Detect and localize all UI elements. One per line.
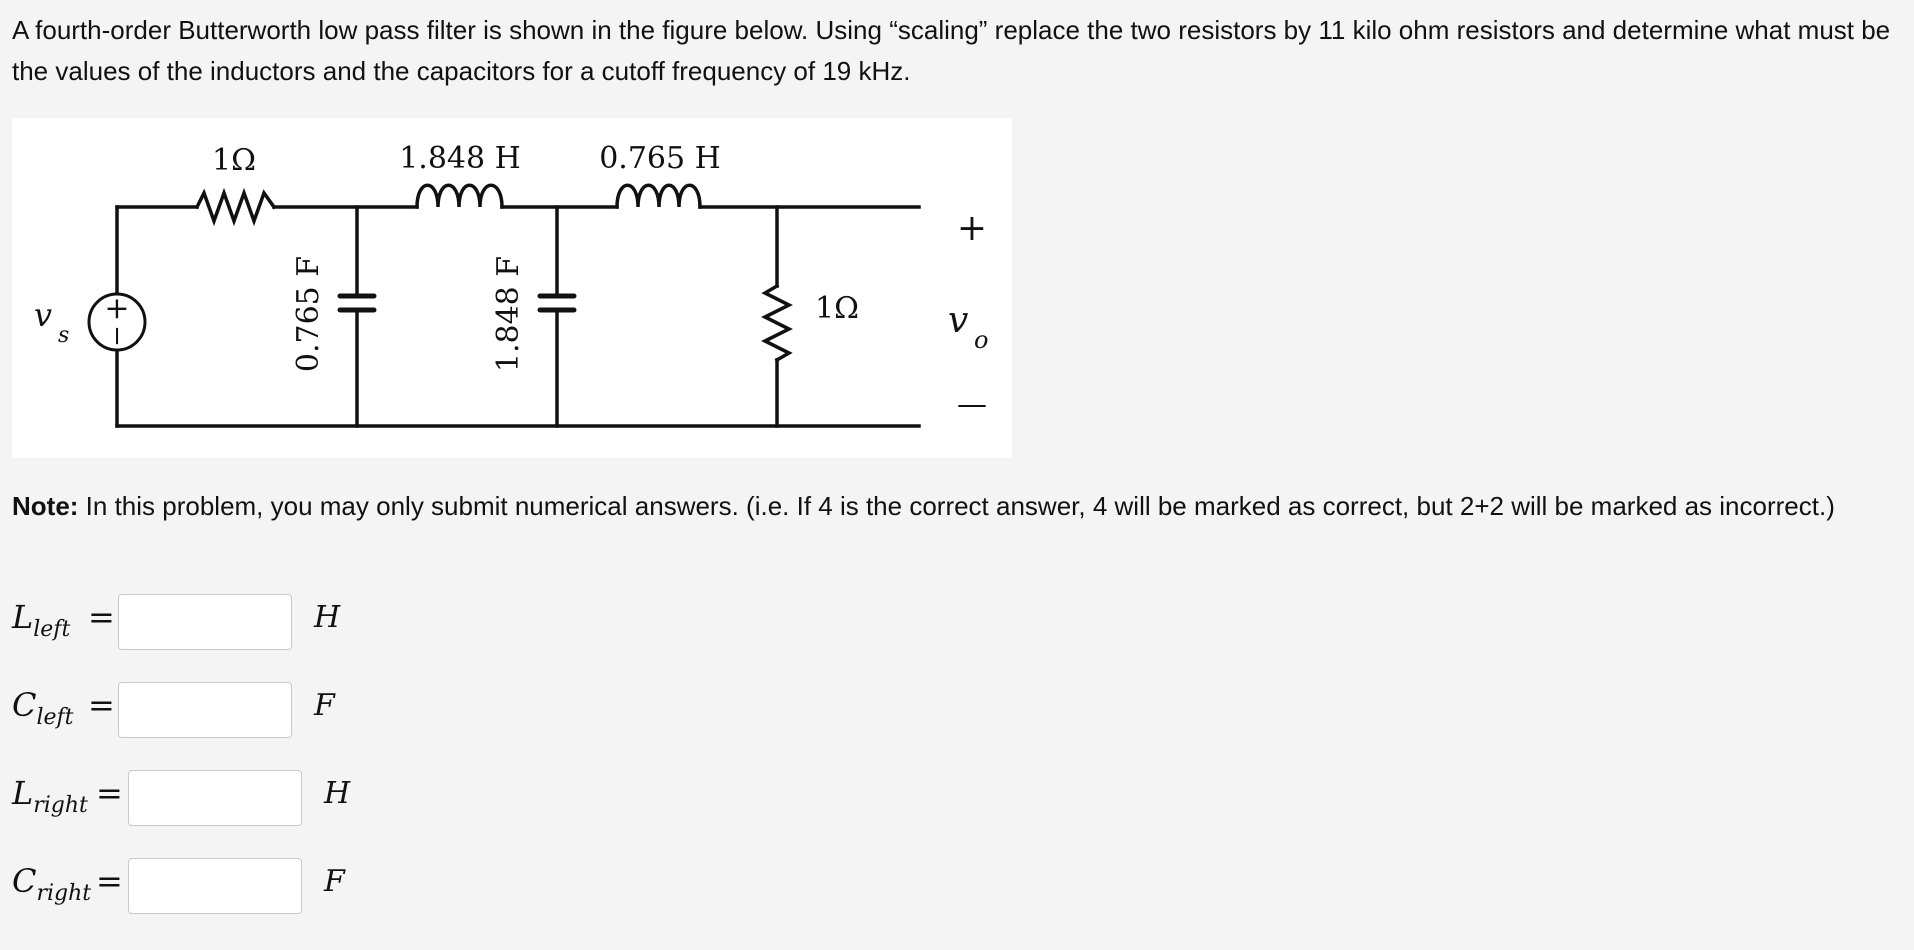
note-body: In this problem, you may only submit numerical answers. (i.e. If 4 is the correct answer, 4 will be marked as correct, but 2+2 will be marked as incorrect.) <box>78 491 1835 521</box>
label-capacitor-left: 0.765 F <box>291 255 326 373</box>
label-vo: v <box>948 300 969 341</box>
label-vo-subscript: o <box>974 326 989 354</box>
var-label-l-left: $L_{left}$ <box>12 598 71 642</box>
circuit-figure <box>12 118 1012 458</box>
answer-input-l-left[interactable] <box>118 594 292 650</box>
label-inductor-left: 1.848 H <box>399 141 521 176</box>
var-label-l-right: $L_{right}$ <box>12 774 88 818</box>
note-text <box>12 486 1902 527</box>
label-source-resistor: 1Ω <box>212 143 256 178</box>
answer-row-l-right <box>12 770 412 830</box>
var-label-c-left: $C_{left}$ <box>12 686 74 730</box>
answer-input-c-left[interactable] <box>118 682 292 738</box>
source-minus-sign: − <box>102 325 132 347</box>
unit-c-right: F <box>324 864 345 899</box>
label-load-resistor: 1Ω <box>815 291 859 326</box>
var-label-c-right: $C_{right}$ <box>12 862 92 906</box>
answer-row-c-right <box>12 858 412 918</box>
equals-sign: = <box>96 862 123 900</box>
label-capacitor-right: 1.848 F <box>491 255 526 373</box>
equals-sign: = <box>96 774 123 812</box>
answer-row-c-left <box>12 682 412 742</box>
answer-row-l-left <box>12 594 412 654</box>
resistor-source <box>197 193 274 221</box>
inductor-right <box>617 185 700 207</box>
equals-sign: = <box>88 686 115 724</box>
inductor-left <box>417 185 502 207</box>
output-plus-sign: + <box>956 208 988 249</box>
unit-l-right: H <box>324 776 351 811</box>
resistor-load <box>765 286 789 360</box>
answer-input-l-right[interactable] <box>128 770 302 826</box>
output-minus-sign: — <box>957 387 987 422</box>
label-vs: v <box>34 296 53 334</box>
circuit-diagram <box>12 118 1012 458</box>
problem-statement: A fourth-order Butterworth low pass filter is shown in the figure below. Using “scaling” replace the two resistors by 11 kilo ohm resistors and determine what must be the values of the inductors and the capacitors for a cutoff frequency of 19 kHz. <box>12 15 1891 86</box>
note-label: Note: <box>12 491 79 521</box>
answer-input-c-right[interactable] <box>128 858 302 914</box>
label-vs-subscript: s <box>58 323 70 348</box>
equals-sign: = <box>88 598 115 636</box>
label-inductor-right: 0.765 H <box>599 141 721 176</box>
unit-c-left: F <box>314 688 335 723</box>
source-plus-sign: + <box>104 291 130 326</box>
unit-l-left: H <box>314 600 341 635</box>
